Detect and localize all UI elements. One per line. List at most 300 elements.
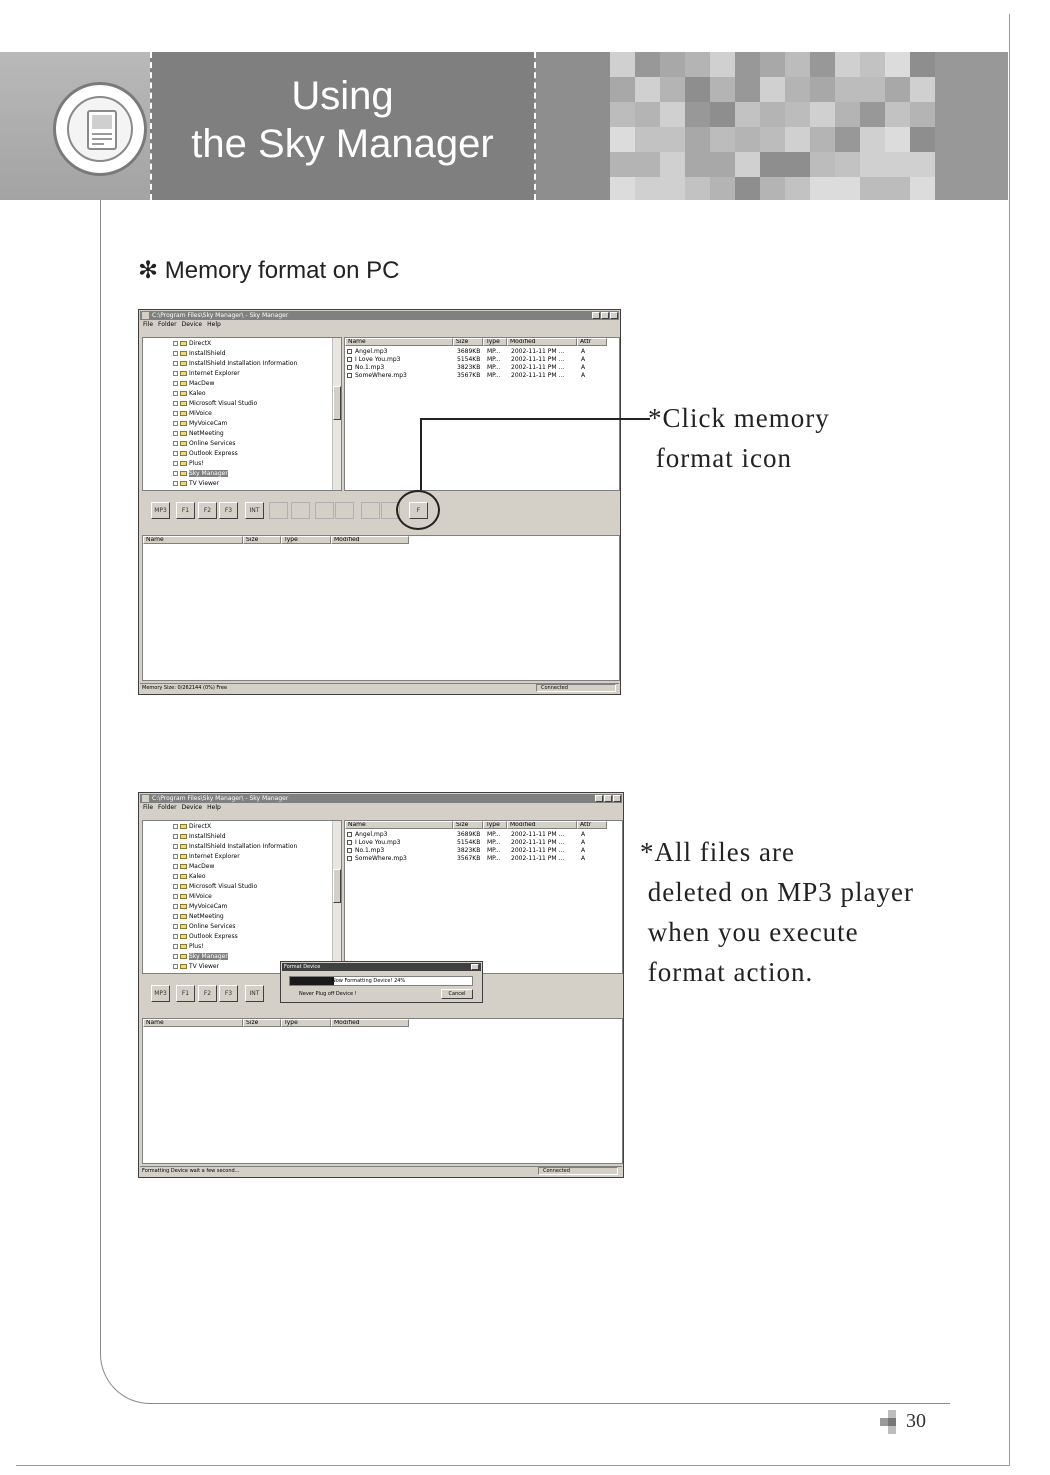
sky-manager-window-2 xyxy=(138,792,624,1178)
banner-pixel xyxy=(760,77,785,102)
expand-toggle-icon[interactable] xyxy=(173,481,178,486)
tree-item-label: MacDew xyxy=(189,380,215,387)
banner-pixel xyxy=(735,127,760,152)
tree-item[interactable] xyxy=(173,390,206,397)
tree-item[interactable] xyxy=(173,943,204,950)
file-cell: MP... xyxy=(487,839,501,846)
banner-pixel xyxy=(560,102,585,127)
file-cell: SomeWhere.mp3 xyxy=(355,855,407,862)
menu-folder[interactable]: Folder xyxy=(158,804,177,811)
tree-item-label: DirectX xyxy=(189,823,212,830)
file-cell: A xyxy=(581,831,586,838)
tree-item-label: Sky Manager xyxy=(189,953,228,960)
banner-pixel xyxy=(635,177,660,200)
expand-toggle-icon[interactable] xyxy=(173,361,178,366)
tree-item[interactable] xyxy=(173,370,240,377)
banner-pixel xyxy=(960,77,985,102)
file-row[interactable] xyxy=(347,356,617,363)
file-row[interactable] xyxy=(347,372,617,379)
banner-pixel xyxy=(835,152,860,177)
tree-item-label: Microsoft Visual Studio xyxy=(189,883,258,890)
folder-icon xyxy=(180,934,187,939)
column-header[interactable]: Modified xyxy=(331,1019,409,1027)
banner-pixel xyxy=(585,52,610,77)
banner-pixel xyxy=(860,127,885,152)
column-header[interactable]: Type xyxy=(281,1019,331,1027)
banner-pixel xyxy=(685,52,710,77)
toolbar xyxy=(139,494,620,524)
banner-pixel xyxy=(735,152,760,177)
expand-toggle-icon[interactable] xyxy=(173,914,178,919)
banner-pixel xyxy=(735,177,760,200)
banner-pixel xyxy=(960,127,985,152)
tree-item[interactable] xyxy=(173,963,219,970)
column-header[interactable]: Size xyxy=(453,338,483,346)
banner-pixel xyxy=(660,52,685,77)
banner-pixel xyxy=(860,77,885,102)
expand-toggle-icon[interactable] xyxy=(173,461,178,466)
app-icon xyxy=(142,795,149,802)
expand-toggle-icon[interactable] xyxy=(173,341,178,346)
tree-item[interactable] xyxy=(173,913,224,920)
column-header[interactable]: Size xyxy=(453,821,483,829)
pc-file-list-pane[interactable] xyxy=(344,337,620,491)
banner-pixel xyxy=(735,102,760,127)
page-border xyxy=(16,14,1010,1466)
callout-files-deleted: *All files are deleted on MP3 player when you execute format action. xyxy=(640,837,914,987)
format-progress-bar xyxy=(289,976,473,986)
expand-toggle-icon[interactable] xyxy=(173,471,178,476)
folder-icon xyxy=(180,844,187,849)
banner-pixel xyxy=(760,102,785,127)
banner-pixel xyxy=(860,102,885,127)
page-side-rule xyxy=(100,200,101,1352)
file-cell: SomeWhere.mp3 xyxy=(355,372,407,379)
page-title xyxy=(150,72,535,168)
banner-pixel xyxy=(935,177,960,200)
tree-item-label: NetMeeting xyxy=(189,913,224,920)
file-cell: 5154KB xyxy=(457,839,481,846)
banner-pixel xyxy=(885,177,910,200)
file-cell: 3689KB xyxy=(457,831,481,838)
tree-item-label: Microsoft Visual Studio xyxy=(189,400,258,407)
banner-pixel xyxy=(585,152,610,177)
column-header[interactable]: Modified xyxy=(331,536,409,544)
banner-pixel xyxy=(535,77,560,102)
tree-item[interactable] xyxy=(173,823,211,830)
column-header[interactable]: Size xyxy=(243,1019,281,1027)
page-title-line1: Using xyxy=(291,74,394,118)
banner-pixel xyxy=(535,177,560,200)
format-progress-text: Now Formatting Device! 24% xyxy=(332,978,406,984)
tree-item-label: MacDew xyxy=(189,863,215,870)
format-icon-highlight-circle xyxy=(396,490,440,530)
banner-pixel xyxy=(760,177,785,200)
menu-help[interactable]: Help xyxy=(207,321,221,328)
file-cell: 2002-11-11 PM ... xyxy=(511,364,565,371)
tree-item[interactable] xyxy=(173,843,297,850)
banner-pixel xyxy=(860,52,885,77)
folder-icon xyxy=(180,954,187,959)
expand-toggle-icon[interactable] xyxy=(173,864,178,869)
folder-icon xyxy=(180,411,187,416)
toolbar-button[interactable] xyxy=(291,502,310,519)
banner-pixel xyxy=(810,152,835,177)
banner-pixel xyxy=(685,102,710,127)
banner-pixel xyxy=(885,102,910,127)
window-titlebar xyxy=(140,311,619,320)
banner-pixel xyxy=(910,102,935,127)
tree-item-label: InstallShield Installation Information xyxy=(189,843,298,850)
tree-item[interactable] xyxy=(173,953,228,960)
window-title: C:\Program Files\Sky Manager\ - Sky Manager xyxy=(152,795,289,802)
file-cell: A xyxy=(581,839,586,846)
banner-pixel xyxy=(635,52,660,77)
tree-item-label: Sky Manager xyxy=(189,470,228,477)
tree-scrollbar[interactable] xyxy=(332,338,341,490)
mp3-file-icon xyxy=(347,365,352,370)
file-row[interactable] xyxy=(347,855,617,862)
file-cell: 2002-11-11 PM ... xyxy=(511,831,565,838)
tree-item[interactable] xyxy=(173,883,257,890)
memory-format-button[interactable]: F xyxy=(409,502,428,519)
file-cell: 3567KB xyxy=(457,855,481,862)
tree-item-label: Plus! xyxy=(189,460,204,467)
file-row[interactable] xyxy=(347,839,617,846)
banner-pixel xyxy=(985,77,1008,102)
app-icon xyxy=(142,312,149,319)
banner-pixel xyxy=(585,102,610,127)
banner-pixel xyxy=(985,177,1008,200)
pc-file-list-pane[interactable] xyxy=(344,820,623,974)
device-file-list-pane[interactable] xyxy=(142,535,620,681)
banner-pixel xyxy=(885,52,910,77)
banner-pixel xyxy=(660,127,685,152)
tree-item-label: MyVoiceCam xyxy=(189,420,228,427)
menu-device[interactable]: Device xyxy=(181,804,203,811)
banner-pixel xyxy=(910,127,935,152)
banner-pixel xyxy=(760,152,785,177)
banner-pixel xyxy=(985,127,1008,152)
expand-toggle-icon[interactable] xyxy=(173,854,178,859)
tree-item[interactable] xyxy=(173,480,219,487)
banner-pixel xyxy=(960,52,985,77)
file-cell: Angel.mp3 xyxy=(355,831,388,838)
expand-toggle-icon[interactable] xyxy=(173,824,178,829)
file-row[interactable] xyxy=(347,831,617,838)
tree-item[interactable] xyxy=(173,923,236,930)
status-bar xyxy=(140,1166,622,1175)
banner-pixel xyxy=(785,52,810,77)
banner-pixel xyxy=(535,152,560,177)
expand-toggle-icon[interactable] xyxy=(173,844,178,849)
expand-toggle-icon[interactable] xyxy=(173,934,178,939)
folder-icon xyxy=(180,894,187,899)
tree-item-label: NetMeeting xyxy=(189,430,224,437)
banner-pixel xyxy=(610,77,635,102)
file-cell: A xyxy=(581,348,586,355)
banner-pixel xyxy=(560,52,585,77)
mp3-file-icon xyxy=(347,832,352,837)
toolbar-button[interactable]: F3 xyxy=(219,502,238,519)
mp3-file-icon xyxy=(347,856,352,861)
column-header[interactable]: Name xyxy=(143,536,243,544)
folder-icon xyxy=(180,471,187,476)
expand-toggle-icon[interactable] xyxy=(173,351,178,356)
expand-toggle-icon[interactable] xyxy=(173,411,178,416)
expand-toggle-icon[interactable] xyxy=(173,894,178,899)
close-icon[interactable] xyxy=(610,312,618,319)
banner-pixel xyxy=(660,177,685,200)
tree-item[interactable] xyxy=(173,863,214,870)
banner-pixel xyxy=(960,152,985,177)
maximize-icon[interactable] xyxy=(604,795,612,802)
tree-item[interactable] xyxy=(173,460,204,467)
tree-item[interactable] xyxy=(173,903,227,910)
column-header[interactable]: Type xyxy=(483,338,507,346)
tree-item[interactable] xyxy=(173,420,227,427)
column-header[interactable]: Name xyxy=(345,821,453,829)
banner-pixel xyxy=(535,127,560,152)
tree-item[interactable] xyxy=(173,350,226,357)
folder-icon xyxy=(180,341,187,346)
file-cell: 2002-11-11 PM ... xyxy=(511,839,565,846)
expand-toggle-icon[interactable] xyxy=(173,401,178,406)
expand-toggle-icon[interactable] xyxy=(173,964,178,969)
mp3-file-icon xyxy=(347,848,352,853)
file-cell: Angel.mp3 xyxy=(355,348,388,355)
tree-item[interactable] xyxy=(173,440,236,447)
expand-toggle-icon[interactable] xyxy=(173,391,178,396)
banner-pixel xyxy=(785,102,810,127)
column-header[interactable]: Type xyxy=(483,821,507,829)
file-row[interactable] xyxy=(347,348,617,355)
file-row[interactable] xyxy=(347,364,617,371)
column-header[interactable]: Attr xyxy=(577,338,607,346)
sky-manager-window-1 xyxy=(138,309,621,695)
tree-item[interactable] xyxy=(173,340,211,347)
expand-toggle-icon[interactable] xyxy=(173,904,178,909)
page-bottom-rule xyxy=(150,1403,950,1404)
file-cell: A xyxy=(581,847,586,854)
banner-pixel xyxy=(585,177,610,200)
banner-pixel xyxy=(735,52,760,77)
tree-item[interactable] xyxy=(173,410,212,417)
file-cell: 3823KB xyxy=(457,847,481,854)
tree-item[interactable] xyxy=(173,380,214,387)
tree-item[interactable] xyxy=(173,853,240,860)
expand-toggle-icon[interactable] xyxy=(173,371,178,376)
tree-item-label: MyVoiceCam xyxy=(189,903,228,910)
folder-icon xyxy=(180,824,187,829)
file-cell: MP... xyxy=(487,364,501,371)
tree-scrollbar[interactable] xyxy=(332,821,341,973)
tree-item-label: Outlook Express xyxy=(189,450,238,457)
menu-help[interactable]: Help xyxy=(207,804,221,811)
column-header[interactable]: Attr xyxy=(577,821,607,829)
format-device-dialog xyxy=(280,961,483,1003)
device-file-list-pane[interactable] xyxy=(142,1018,623,1164)
file-cell: No.1.mp3 xyxy=(355,364,385,371)
banner-pixel xyxy=(810,102,835,127)
column-header[interactable]: Name xyxy=(143,1019,243,1027)
folder-icon xyxy=(180,451,187,456)
toolbar-button[interactable]: F2 xyxy=(198,502,217,519)
toolbar-button[interactable]: F3 xyxy=(219,985,238,1002)
folder-tree-pane[interactable] xyxy=(142,820,342,974)
mp3-file-icon xyxy=(347,840,352,845)
dialog-title: Format Device xyxy=(284,964,321,970)
tree-item-label: Online Services xyxy=(189,923,236,930)
banner-pixel xyxy=(935,152,960,177)
tree-item[interactable] xyxy=(173,360,297,367)
tree-item[interactable] xyxy=(173,933,238,940)
tree-item-label: InstallShield xyxy=(189,833,226,840)
file-cell: No.1.mp3 xyxy=(355,847,385,854)
file-cell: A xyxy=(581,356,586,363)
section-title: ✻ Memory format on PC xyxy=(138,257,400,284)
menu-file[interactable]: File xyxy=(143,321,154,328)
tree-scroll-thumb[interactable] xyxy=(333,386,341,420)
toolbar-button[interactable]: INT xyxy=(245,502,264,519)
folder-tree-pane[interactable] xyxy=(142,337,342,491)
tree-item[interactable] xyxy=(173,400,257,407)
banner-pixel xyxy=(585,127,610,152)
toolbar-button[interactable]: MP3 xyxy=(151,985,170,1002)
tree-item-label: MiVoice xyxy=(189,410,212,417)
close-icon[interactable] xyxy=(613,795,621,802)
column-header[interactable]: Size xyxy=(243,536,281,544)
toolbar-button[interactable]: INT xyxy=(245,985,264,1002)
banner-pixel xyxy=(610,102,635,127)
tree-scroll-thumb[interactable] xyxy=(333,869,341,903)
toolbar-button[interactable] xyxy=(269,502,288,519)
expand-toggle-icon[interactable] xyxy=(173,451,178,456)
expand-toggle-icon[interactable] xyxy=(173,834,178,839)
file-cell: 3823KB xyxy=(457,364,481,371)
maximize-icon[interactable] xyxy=(601,312,609,319)
tree-item-label: Online Services xyxy=(189,440,236,447)
banner-pixel xyxy=(935,77,960,102)
page-title-line2: the Sky Manager xyxy=(191,122,494,166)
banner-pixel xyxy=(610,152,635,177)
toolbar-button[interactable] xyxy=(335,502,354,519)
file-cell: A xyxy=(581,364,586,371)
folder-icon xyxy=(180,431,187,436)
column-header[interactable]: Type xyxy=(281,536,331,544)
banner-pixel xyxy=(710,127,735,152)
banner-pixel xyxy=(610,127,635,152)
banner-pixel xyxy=(835,102,860,127)
folder-icon xyxy=(180,944,187,949)
folder-icon xyxy=(180,381,187,386)
tree-item-label: TV Viewer xyxy=(189,963,220,970)
banner-pixel xyxy=(560,152,585,177)
format-progress-fill xyxy=(290,977,334,985)
file-row[interactable] xyxy=(347,847,617,854)
expand-toggle-icon[interactable] xyxy=(173,954,178,959)
tree-item[interactable] xyxy=(173,450,238,457)
folder-icon xyxy=(180,481,187,486)
toolbar-button[interactable]: MP3 xyxy=(151,502,170,519)
banner-pixel xyxy=(910,152,935,177)
status-memory-text: Memory Size: 0/262144 (0%) Free xyxy=(142,685,228,691)
menu-folder[interactable]: Folder xyxy=(158,321,177,328)
file-cell: MP... xyxy=(487,372,501,379)
banner-pixel xyxy=(685,177,710,200)
minimize-icon[interactable] xyxy=(592,312,600,319)
column-header[interactable]: Modified xyxy=(507,821,577,829)
mp3-file-icon xyxy=(347,357,352,362)
callout-click-format-icon: *Click memory format icon xyxy=(648,403,830,473)
menu-file[interactable]: File xyxy=(143,804,154,811)
callout-leader-horizontal xyxy=(420,418,650,420)
banner-pixel xyxy=(560,77,585,102)
banner-pixel xyxy=(860,177,885,200)
tree-item-label: TV Viewer xyxy=(189,480,220,487)
toolbar-button[interactable]: F2 xyxy=(198,985,217,1002)
tree-item[interactable] xyxy=(173,893,212,900)
banner-pixel xyxy=(885,127,910,152)
mp3-file-icon xyxy=(347,349,352,354)
banner-pixel xyxy=(835,52,860,77)
status-connection-text: Connected xyxy=(536,684,616,692)
expand-toggle-icon[interactable] xyxy=(173,874,178,879)
expand-toggle-icon[interactable] xyxy=(173,441,178,446)
page-number-icon xyxy=(880,1410,904,1434)
minimize-icon[interactable] xyxy=(595,795,603,802)
expand-toggle-icon[interactable] xyxy=(173,924,178,929)
tree-item[interactable] xyxy=(173,470,228,477)
dialog-cancel-button[interactable]: Cancel xyxy=(441,989,473,999)
toolbar-button[interactable]: F1 xyxy=(176,502,195,519)
tree-item[interactable] xyxy=(173,873,206,880)
column-header[interactable]: Name xyxy=(345,338,453,346)
banner-pixel xyxy=(985,102,1008,127)
status-format-text: Formatting Device wait a few second... xyxy=(142,1168,240,1174)
banner-pixel xyxy=(910,52,935,77)
folder-icon xyxy=(180,351,187,356)
banner-pixel xyxy=(585,77,610,102)
menu-device[interactable]: Device xyxy=(181,321,203,328)
file-cell: 2002-11-11 PM ... xyxy=(511,348,565,355)
tree-item[interactable] xyxy=(173,833,226,840)
folder-icon xyxy=(180,914,187,919)
folder-icon xyxy=(180,884,187,889)
dialog-close-icon[interactable] xyxy=(471,964,479,970)
folder-icon xyxy=(180,361,187,366)
expand-toggle-icon[interactable] xyxy=(173,884,178,889)
tree-item[interactable] xyxy=(173,430,224,437)
toolbar-button[interactable] xyxy=(315,502,334,519)
banner-pixel xyxy=(635,102,660,127)
banner-pixel xyxy=(710,77,735,102)
banner-pixel xyxy=(910,77,935,102)
expand-toggle-icon[interactable] xyxy=(173,421,178,426)
expand-toggle-icon[interactable] xyxy=(173,381,178,386)
file-cell: 2002-11-11 PM ... xyxy=(511,356,565,363)
expand-toggle-icon[interactable] xyxy=(173,944,178,949)
tree-item-label: Kaleo xyxy=(189,873,206,880)
banner-pixel xyxy=(835,127,860,152)
dialog-warning-message: Never Plug off Device ! xyxy=(299,991,357,997)
toolbar-button[interactable]: F1 xyxy=(176,985,195,1002)
toolbar-button[interactable] xyxy=(361,502,380,519)
banner-pixel xyxy=(835,77,860,102)
banner-pixel xyxy=(935,52,960,77)
column-header[interactable]: Modified xyxy=(507,338,577,346)
expand-toggle-icon[interactable] xyxy=(173,431,178,436)
